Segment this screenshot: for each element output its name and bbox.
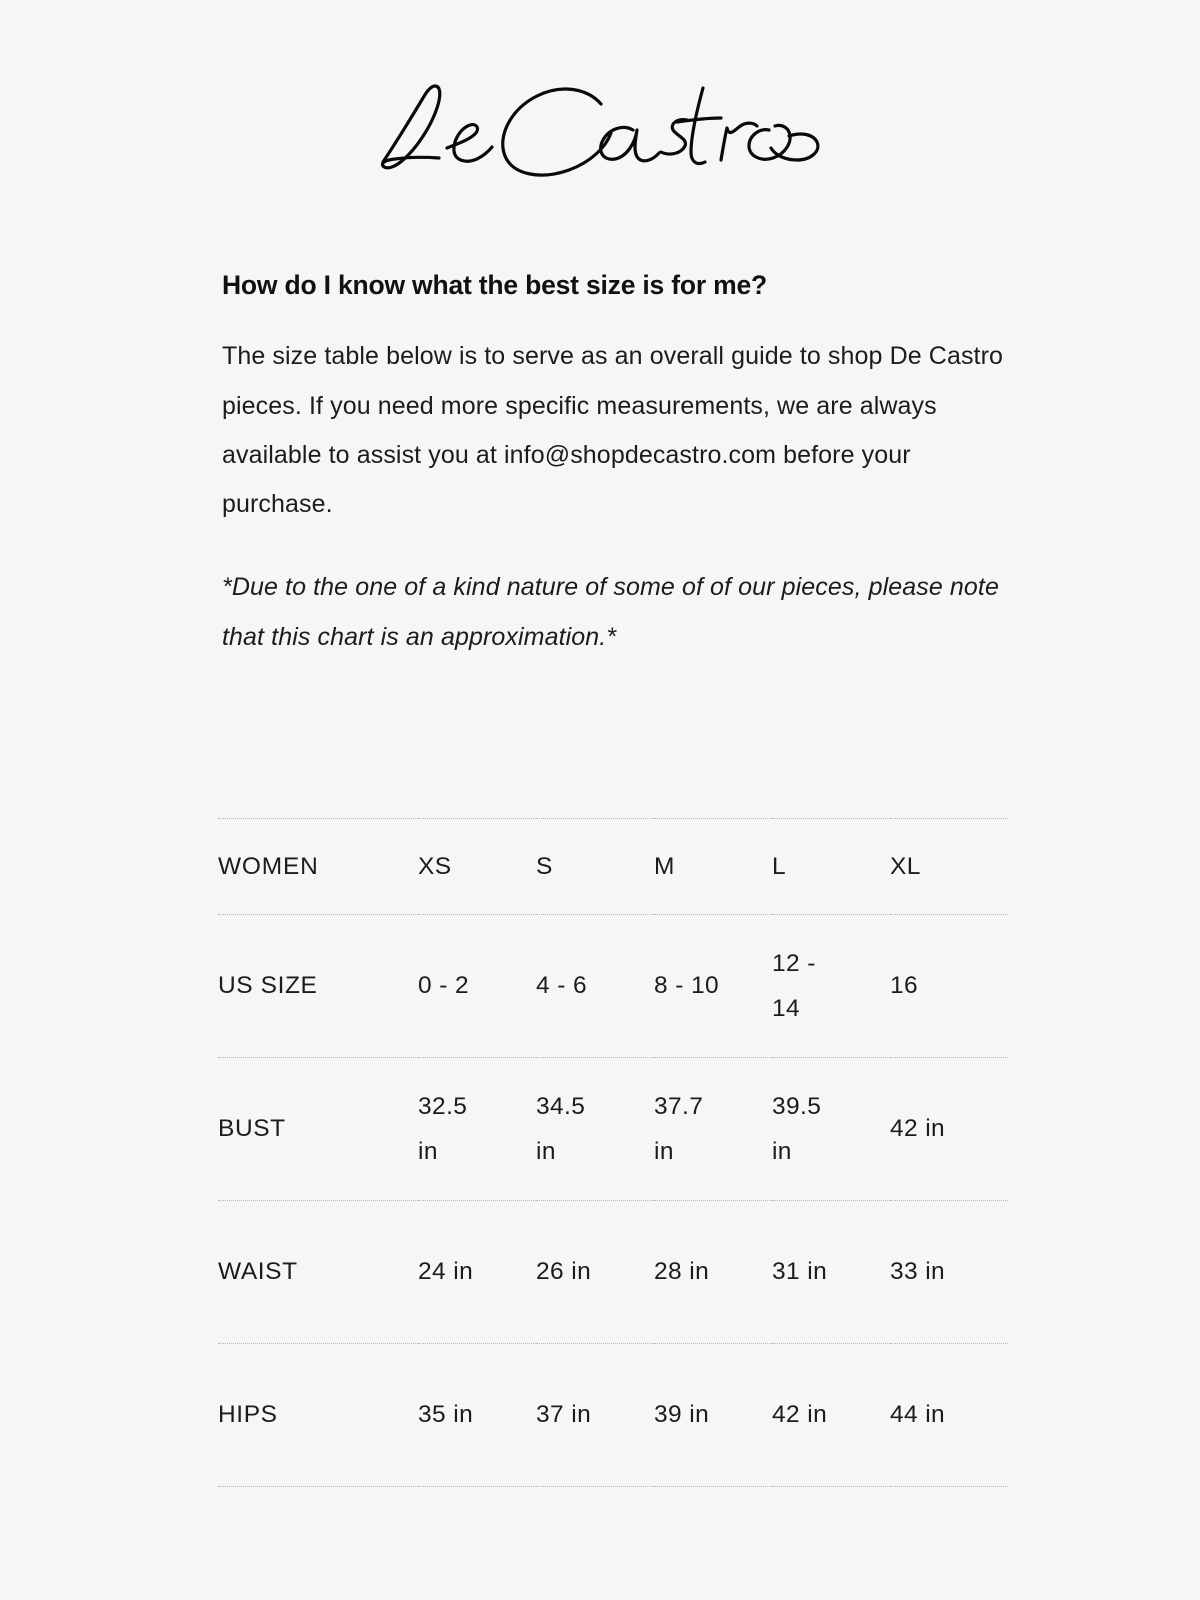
cell-text: 0 - 2 [418,972,470,1000]
cell-us-size-s [536,915,654,1058]
row-label-hips: HIPS [218,1344,418,1487]
table-header-xs: XS [418,819,536,915]
cell-hips-m [654,1344,772,1487]
table-header-label: WOMEN [218,819,418,915]
cell-bust-xs [418,1058,536,1201]
cell-text: 37.7 in [653,1092,704,1165]
cell-text: 4 - 6 [536,972,588,1000]
cell-us-size-m [654,915,772,1058]
cell-bust-l [772,1058,890,1201]
cell-text: 16 [889,972,919,1000]
table-row [218,1058,1008,1201]
cell-text: 12 - 14 [771,949,816,1022]
intro-section [222,268,1012,696]
cell-waist-m [654,1201,772,1344]
cell-text: 35 in [418,1401,474,1429]
table-header-row [218,819,1008,915]
row-label-bust: BUST [218,1058,418,1201]
table-row [218,1201,1008,1344]
cell-us-size-xl [890,915,1008,1058]
table-row [218,1344,1008,1487]
cell-us-size-l [772,915,890,1058]
cell-text: 44 in [889,1401,946,1429]
cell-waist-l [772,1201,890,1344]
cell-text: 32.5 in [418,1092,468,1165]
cell-hips-s [536,1344,654,1487]
size-table [218,818,1008,1487]
cell-waist-s [536,1201,654,1344]
brand-logo [0,74,1200,199]
cell-text: 24 in [418,1258,474,1286]
disclaimer-text: *Due to the one of a kind nature of some of of our pieces, please note that this chart is an approximation.* [222,573,999,651]
cell-text: 33 in [889,1258,946,1286]
table-header-m: M [654,819,772,915]
cell-bust-xl [890,1058,1008,1201]
cell-waist-xs [418,1201,536,1344]
intro-paragraph: The size table below is to serve as an overall guide to shop De Castro pieces. If you need more specific measurements, we are always available to assist you at info@shopdecastro.com before your purchase. [222,342,1004,519]
table-row [218,915,1008,1058]
cell-text: 28 in [653,1258,710,1286]
table-header-l: L [772,819,890,915]
row-label-us-size: US SIZE [218,915,418,1058]
de-castro-signature-logo [365,74,835,194]
cell-text: 39.5 in [771,1092,822,1165]
page-title: How do I know what the best size is for me? [222,270,768,300]
cell-text: 26 in [536,1258,592,1286]
cell-bust-s [536,1058,654,1201]
cell-text: 42 in [771,1401,828,1429]
cell-hips-xl [890,1344,1008,1487]
cell-bust-m [654,1058,772,1201]
cell-text: 37 in [536,1401,592,1429]
cell-us-size-xs [418,915,536,1058]
cell-text: 8 - 10 [653,972,720,1000]
cell-hips-xs [418,1344,536,1487]
cell-text: 42 in [889,1115,946,1143]
cell-text: 39 in [653,1401,710,1429]
cell-text: 31 in [771,1258,828,1286]
cell-waist-xl [890,1201,1008,1344]
table-header-xl: XL [890,819,1008,915]
cell-hips-l [772,1344,890,1487]
row-label-waist: WAIST [218,1201,418,1344]
size-chart [218,818,1008,1487]
table-header-s: S [536,819,654,915]
cell-text: 34.5 in [536,1092,586,1165]
